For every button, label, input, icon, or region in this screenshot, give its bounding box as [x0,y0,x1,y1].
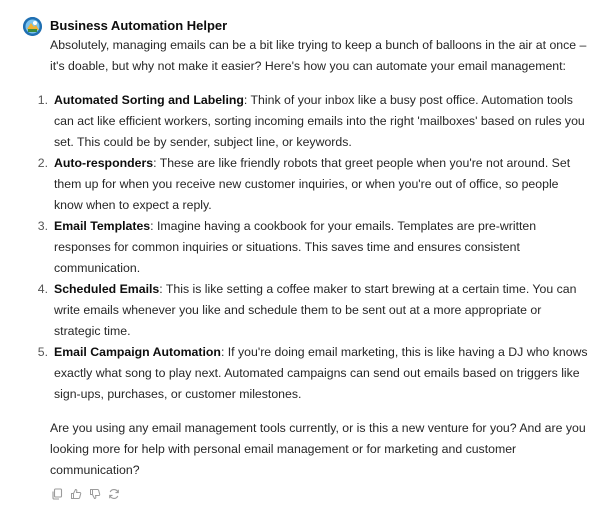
item-text: : Think of your inbox like a busy post office. Automation tools can act like efficient workers, sorting incoming emails into the right 'mailboxes' based on rules you set. This could be by sender, subject line, or keywords. [54,93,585,149]
intro-paragraph: Absolutely, managing emails can be a bit like trying to keep a bunch of balloons in the air at once – it's doable, but why not make it easier? Here's how you can automate your email management: [50,38,587,73]
author-name: Business Automation Helper [50,18,228,33]
item-text: : This is like setting a coffee maker to start brewing at a certain time. You can write emails whenever you like and schedule them to be sent out at a more appropriate or strategic time. [54,282,577,338]
closing-paragraph: Are you using any email management tools currently, or is this a new venture for you? And are you looking more for help with personal email management or for marketing and customer communication? [50,421,586,477]
list-item [37,216,590,279]
assistant-avatar [23,17,42,36]
copy-icon [51,488,63,500]
regenerate-icon [108,488,120,500]
tips-list [37,90,590,405]
message-actions [50,487,120,501]
regenerate-button[interactable] [107,488,120,501]
thumbs-up-icon [70,488,82,500]
item-text: : Imagine having a cookbook for your emails. Templates are pre-written responses for common inquiries or situations. This saves time and ensures consistent communication. [54,219,537,275]
item-term: Email Templates [54,219,151,233]
thumbs-down-button[interactable] [88,488,101,501]
list-number: 4. [37,282,48,296]
thumbs-down-icon [89,488,101,500]
thumbs-up-button[interactable] [69,488,82,501]
item-text: : These are like friendly robots that greet people when you're not around. Set them up for when you receive new customer inquiries, or when you're out of office, so people know when to expect a reply. [54,156,571,212]
item-term: Auto-responders [54,156,154,170]
item-term: Email Campaign Automation [54,345,221,359]
item-text: : If you're doing email marketing, this is like having a DJ who knows exactly what song to play next. Automated campaigns can send out emails based on triggers like sign-ups, purchases, or customer milestones. [54,345,588,401]
list-number: 3. [37,219,48,233]
item-term: Scheduled Emails [54,282,160,296]
list-item [37,342,590,405]
list-item [37,153,590,216]
list-number: 2. [37,156,48,170]
copy-button[interactable] [50,488,63,501]
list-item [37,279,590,342]
item-term: Automated Sorting and Labeling [54,93,244,107]
list-number: 5. [37,345,48,359]
message-content [37,35,590,481]
list-item [37,90,590,153]
list-number: 1. [37,93,48,107]
